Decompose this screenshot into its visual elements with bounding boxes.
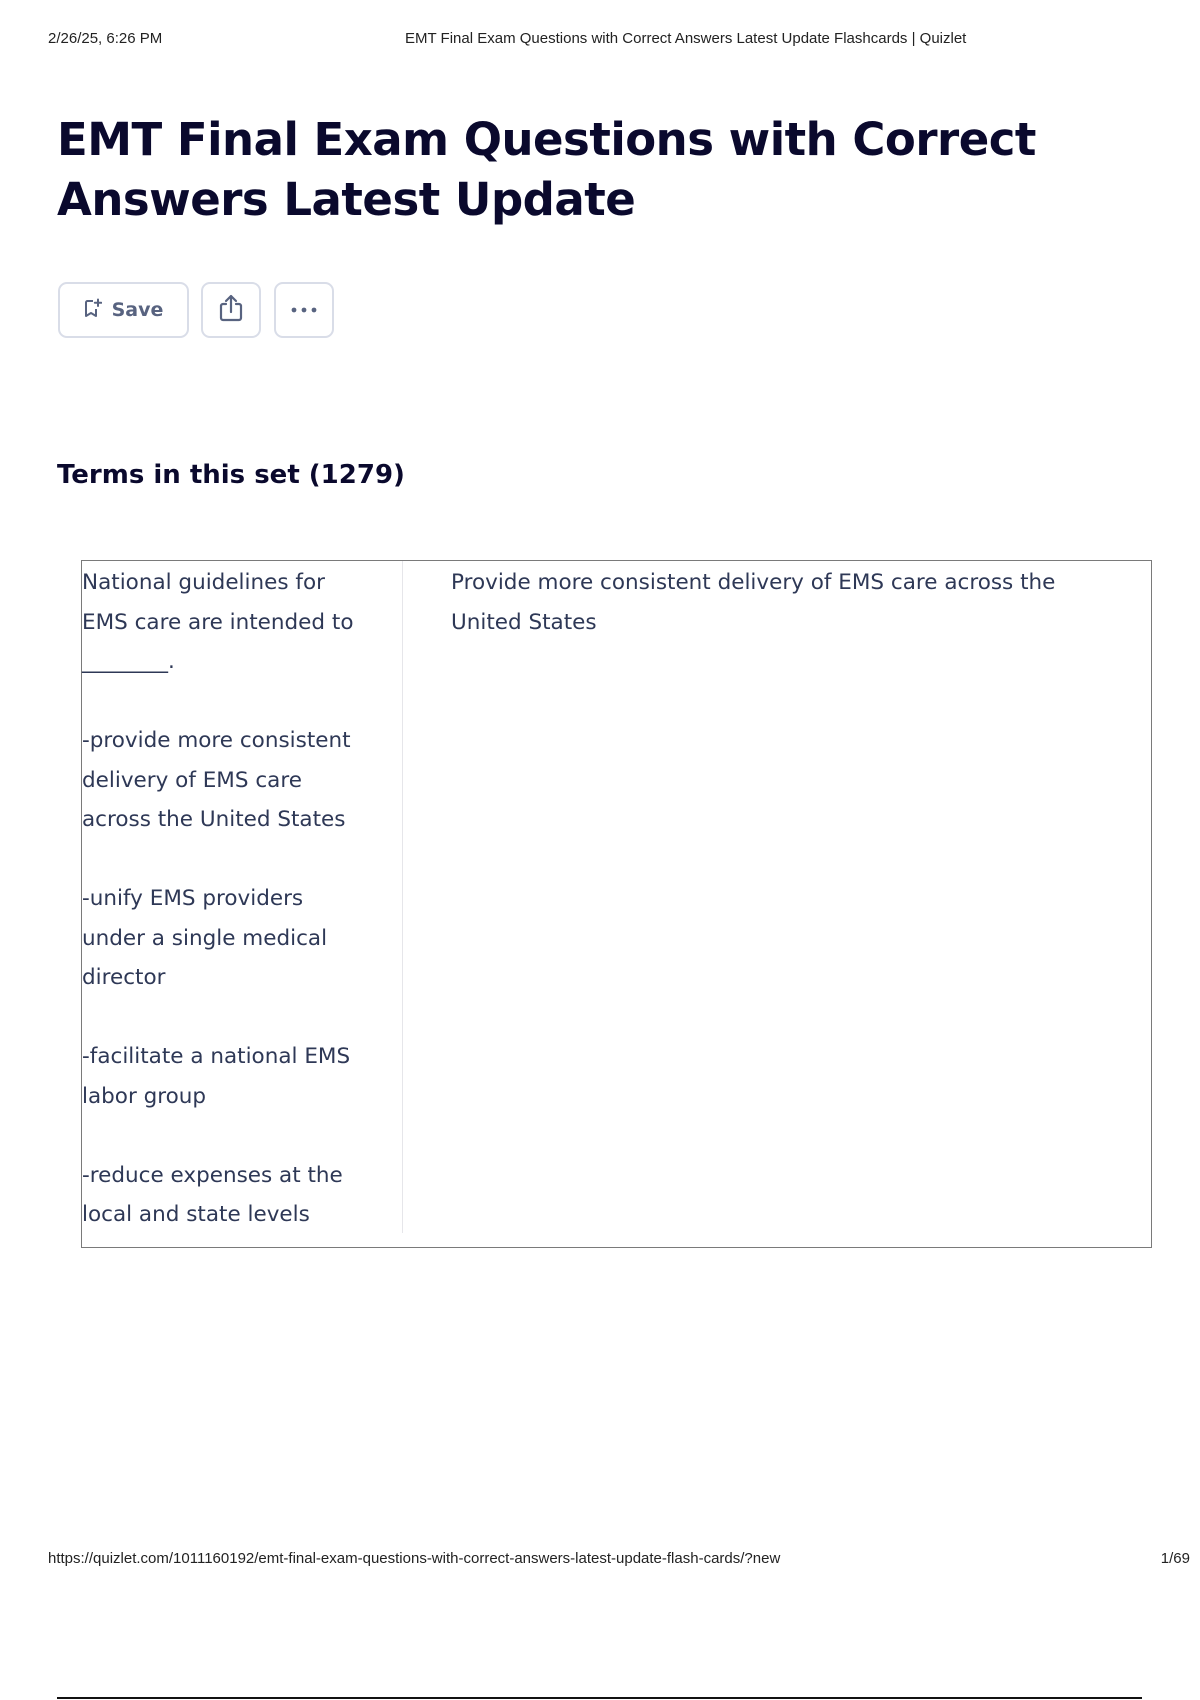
terms-count-heading: Terms in this set (1279) [57, 460, 405, 490]
print-header [48, 30, 1152, 50]
term-card[interactable] [81, 560, 1152, 1248]
divider [57, 1697, 1142, 1699]
share-icon [217, 293, 245, 328]
save-button[interactable] [58, 282, 189, 338]
page-number: 1/69 [1160, 1550, 1190, 1567]
more-options-icon [290, 301, 318, 319]
term-text: National guidelines for EMS care are intended to ________. -provide more consistent delivery of EMS care across the United States -unify EMS providers under a single medical director -facilitate a national EMS labor group -reduce expenses at the local and state levels [82, 561, 403, 1233]
definition-text: Provide more consistent delivery of EMS care across the United States [451, 570, 1056, 635]
print-datetime: 2/26/25, 6:26 PM [48, 30, 163, 47]
save-button-label: Save [111, 299, 164, 321]
page-url: https://quizlet.com/1011160192/emt-final-exam-questions-with-correct-answers-latest-update-flash-cards/?new [48, 1550, 781, 1567]
more-options-button[interactable] [274, 282, 334, 338]
bookmark-add-icon [84, 298, 102, 323]
print-document-title: EMT Final Exam Questions with Correct Answers Latest Update Flashcards | Quizlet [405, 30, 967, 47]
share-button[interactable] [201, 282, 261, 338]
page-title: EMT Final Exam Questions with Correct Answers Latest Update [57, 113, 1036, 226]
